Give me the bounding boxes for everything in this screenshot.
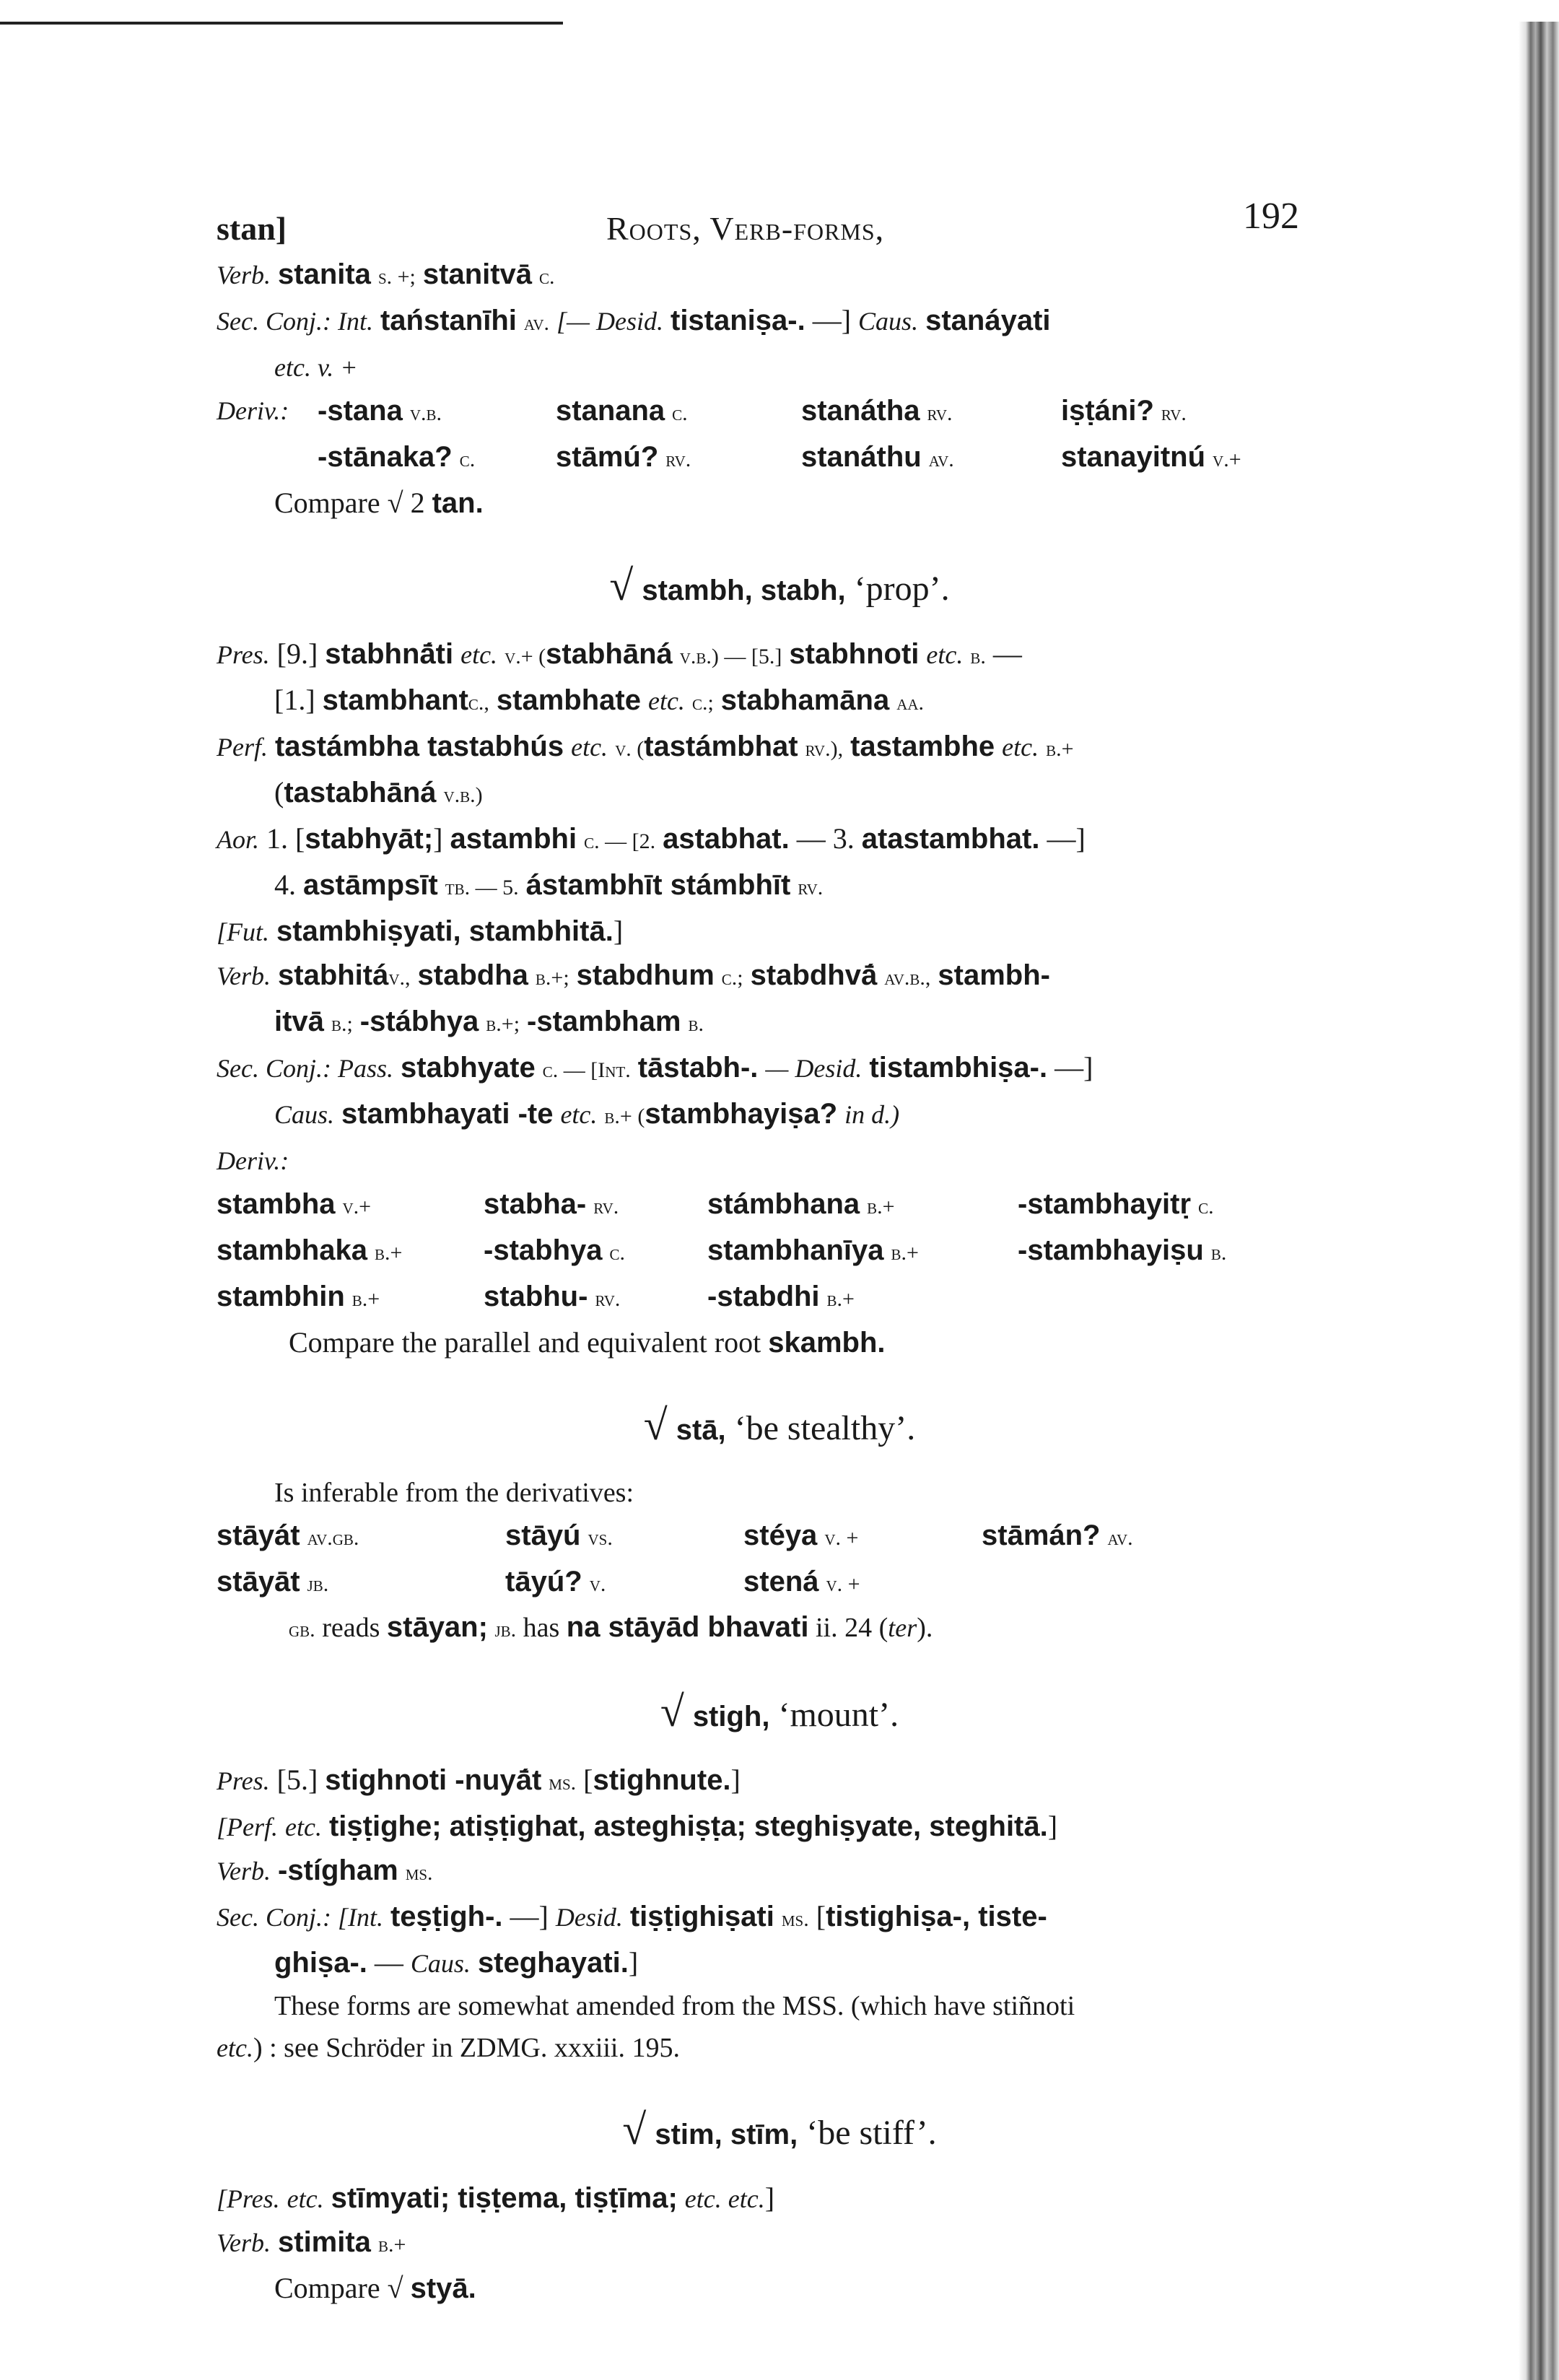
compare-line: Compare √ 2 tan. bbox=[274, 487, 484, 519]
secondary-conj-cont: etc. v. + bbox=[274, 353, 358, 382]
perf-line-cont: (tastabhāná v.b.) bbox=[274, 776, 483, 808]
verb-line: Verb. stabhitáv., stabdha b.+; stabdhum c.; stabdhvā́ av.b., stambh- bbox=[217, 959, 1050, 991]
root-sign-icon: √ bbox=[622, 2106, 647, 2153]
perf-line: Perf. tastámbha tastabhús etc. v. (tastámbhat rv.), tastambhe etc. b.+ bbox=[217, 731, 1074, 762]
caus-line: Caus. stambhayati -te etc. b.+ (stambhayiṣa? in d.) bbox=[274, 1098, 900, 1130]
entry-stambh bbox=[217, 632, 1342, 1364]
dictionary-page bbox=[217, 195, 1342, 2304]
intro-line: Is inferable from the derivatives: bbox=[274, 1478, 634, 1508]
pres-line: [Pres. etc. stīmyati; tiṣṭema, tiṣṭīma; etc. etc.] bbox=[217, 2181, 775, 2214]
top-rule bbox=[0, 22, 563, 25]
secondary-conj-cont: ghiṣa-. — Caus. steghayati.] bbox=[274, 1946, 639, 1979]
verb-line-cont: itvā b.; -stábhya b.+; -stambham b. bbox=[274, 1006, 704, 1037]
note-line-1: These forms are somewhat amended from the MSS. (which have stiñnoti bbox=[274, 1991, 1075, 2021]
entry-stim bbox=[217, 2176, 1342, 2310]
derivatives-grid: Deriv.: -stana v.b. stanana c. stanátha rv. iṣṭáni? rv. -stānaka? c. stāmú? rv. stanáthu av. stanayitnú v.+ bbox=[217, 395, 1241, 473]
pres-line-cont: [1.] stambhantc., stambhate etc. c.; stabhamāna aa. bbox=[274, 684, 925, 716]
root-heading-stim: √ stim, stīm, ‘be stiff’. bbox=[622, 2106, 937, 2153]
secondary-conj-line: Sec. Conj.: [Int. teṣṭigh-. —] Desid. tiṣṭighiṣati ms. [tistighiṣa-, tiste- bbox=[217, 1900, 1047, 1932]
compare-line: Compare the parallel and equivalent root skambh. bbox=[289, 1326, 886, 1359]
root-sign-icon: √ bbox=[643, 1401, 668, 1449]
fut-line: [Fut. stambhiṣyati, stambhitā.] bbox=[217, 915, 624, 947]
note-line-2: etc.) : see Schröder in ZDMG. xxxiii. 195. bbox=[217, 2033, 680, 2063]
root-sign-icon: √ bbox=[660, 1688, 684, 1735]
derivatives-grid: stambha v.+ stabha- rv. stámbhana b.+ -stambhayitṛ c. stambhaka b.+ -stabhya c. stambhanīya b.+ -stambhayiṣu b. stambhin b.+ stabhu- rv. -stabdhi b.+ bbox=[217, 1188, 1227, 1312]
header-left: stan] bbox=[217, 210, 287, 247]
secondary-conj-line: Sec. Conj.: Pass. stabhyate c. — [Int. tāstabh-. — Desid. tistambhiṣa-. —] bbox=[217, 1051, 1093, 1084]
page-number: 192 bbox=[1243, 196, 1299, 237]
pres-line: Pres. [9.] stabhnā́ti etc. v.+ (stabhāná v.b.) — [5.] stabhnoti etc. b. — bbox=[217, 637, 1022, 670]
note-line: gb. reads stāyan; jb. has na stāyād bhavati ii. 24 (ter). bbox=[289, 1611, 933, 1643]
verb-line: Verb. -stígham ms. bbox=[217, 1854, 433, 1886]
header-title: Roots, Verb-forms, bbox=[606, 210, 885, 247]
entry-stigh bbox=[217, 1758, 1342, 2069]
perf-line: [Perf. etc. tiṣṭighe; atiṣṭighat, asteghiṣṭa; steghiṣyate, steghitā.] bbox=[217, 1810, 1058, 1842]
verb-line: Verb. stimita b.+ bbox=[217, 2226, 406, 2258]
root-heading-sta: √ stā, ‘be stealthy’. bbox=[643, 1401, 916, 1449]
aor-line-cont: 4. astāmpsīt tb. — 5. ástambhīt stámbhīt rv. bbox=[274, 868, 824, 901]
verb-line: Verb. stanita s. +; stanitvā c. bbox=[217, 258, 555, 290]
aor-line: Aor. 1. [stabhyāt;] astambhi c. — [2. astabhat. — 3. atastambhat. —] bbox=[217, 822, 1086, 855]
page-edge-shadow bbox=[1519, 22, 1559, 2380]
entry-stan bbox=[217, 253, 1342, 525]
root-heading-stigh: √ stigh, ‘mount’. bbox=[660, 1688, 899, 1735]
pres-line: Pres. [5.] stighnoti -nuyā́t ms. [stighnute.] bbox=[217, 1764, 741, 1796]
running-header bbox=[217, 195, 1342, 253]
compare-line: Compare √ styā. bbox=[274, 2272, 476, 2304]
secondary-conj-line: Sec. Conj.: Int. taństanīhi av. [— Desid. tistaniṣa-. —] Caus. stanáyati bbox=[217, 304, 1051, 336]
deriv-label: Deriv.: bbox=[217, 1146, 289, 1175]
entry-sta bbox=[217, 1472, 1342, 1651]
derivatives-grid: stāyát av.gb. stāyú vs. stéya v. + stāmán? av. stāyāt jb. tāyú? v. stená v. + bbox=[217, 1520, 1133, 1597]
root-heading-stambh: √ stambh, stabh, ‘prop’. bbox=[609, 562, 950, 609]
root-sign-icon: √ bbox=[609, 562, 634, 609]
